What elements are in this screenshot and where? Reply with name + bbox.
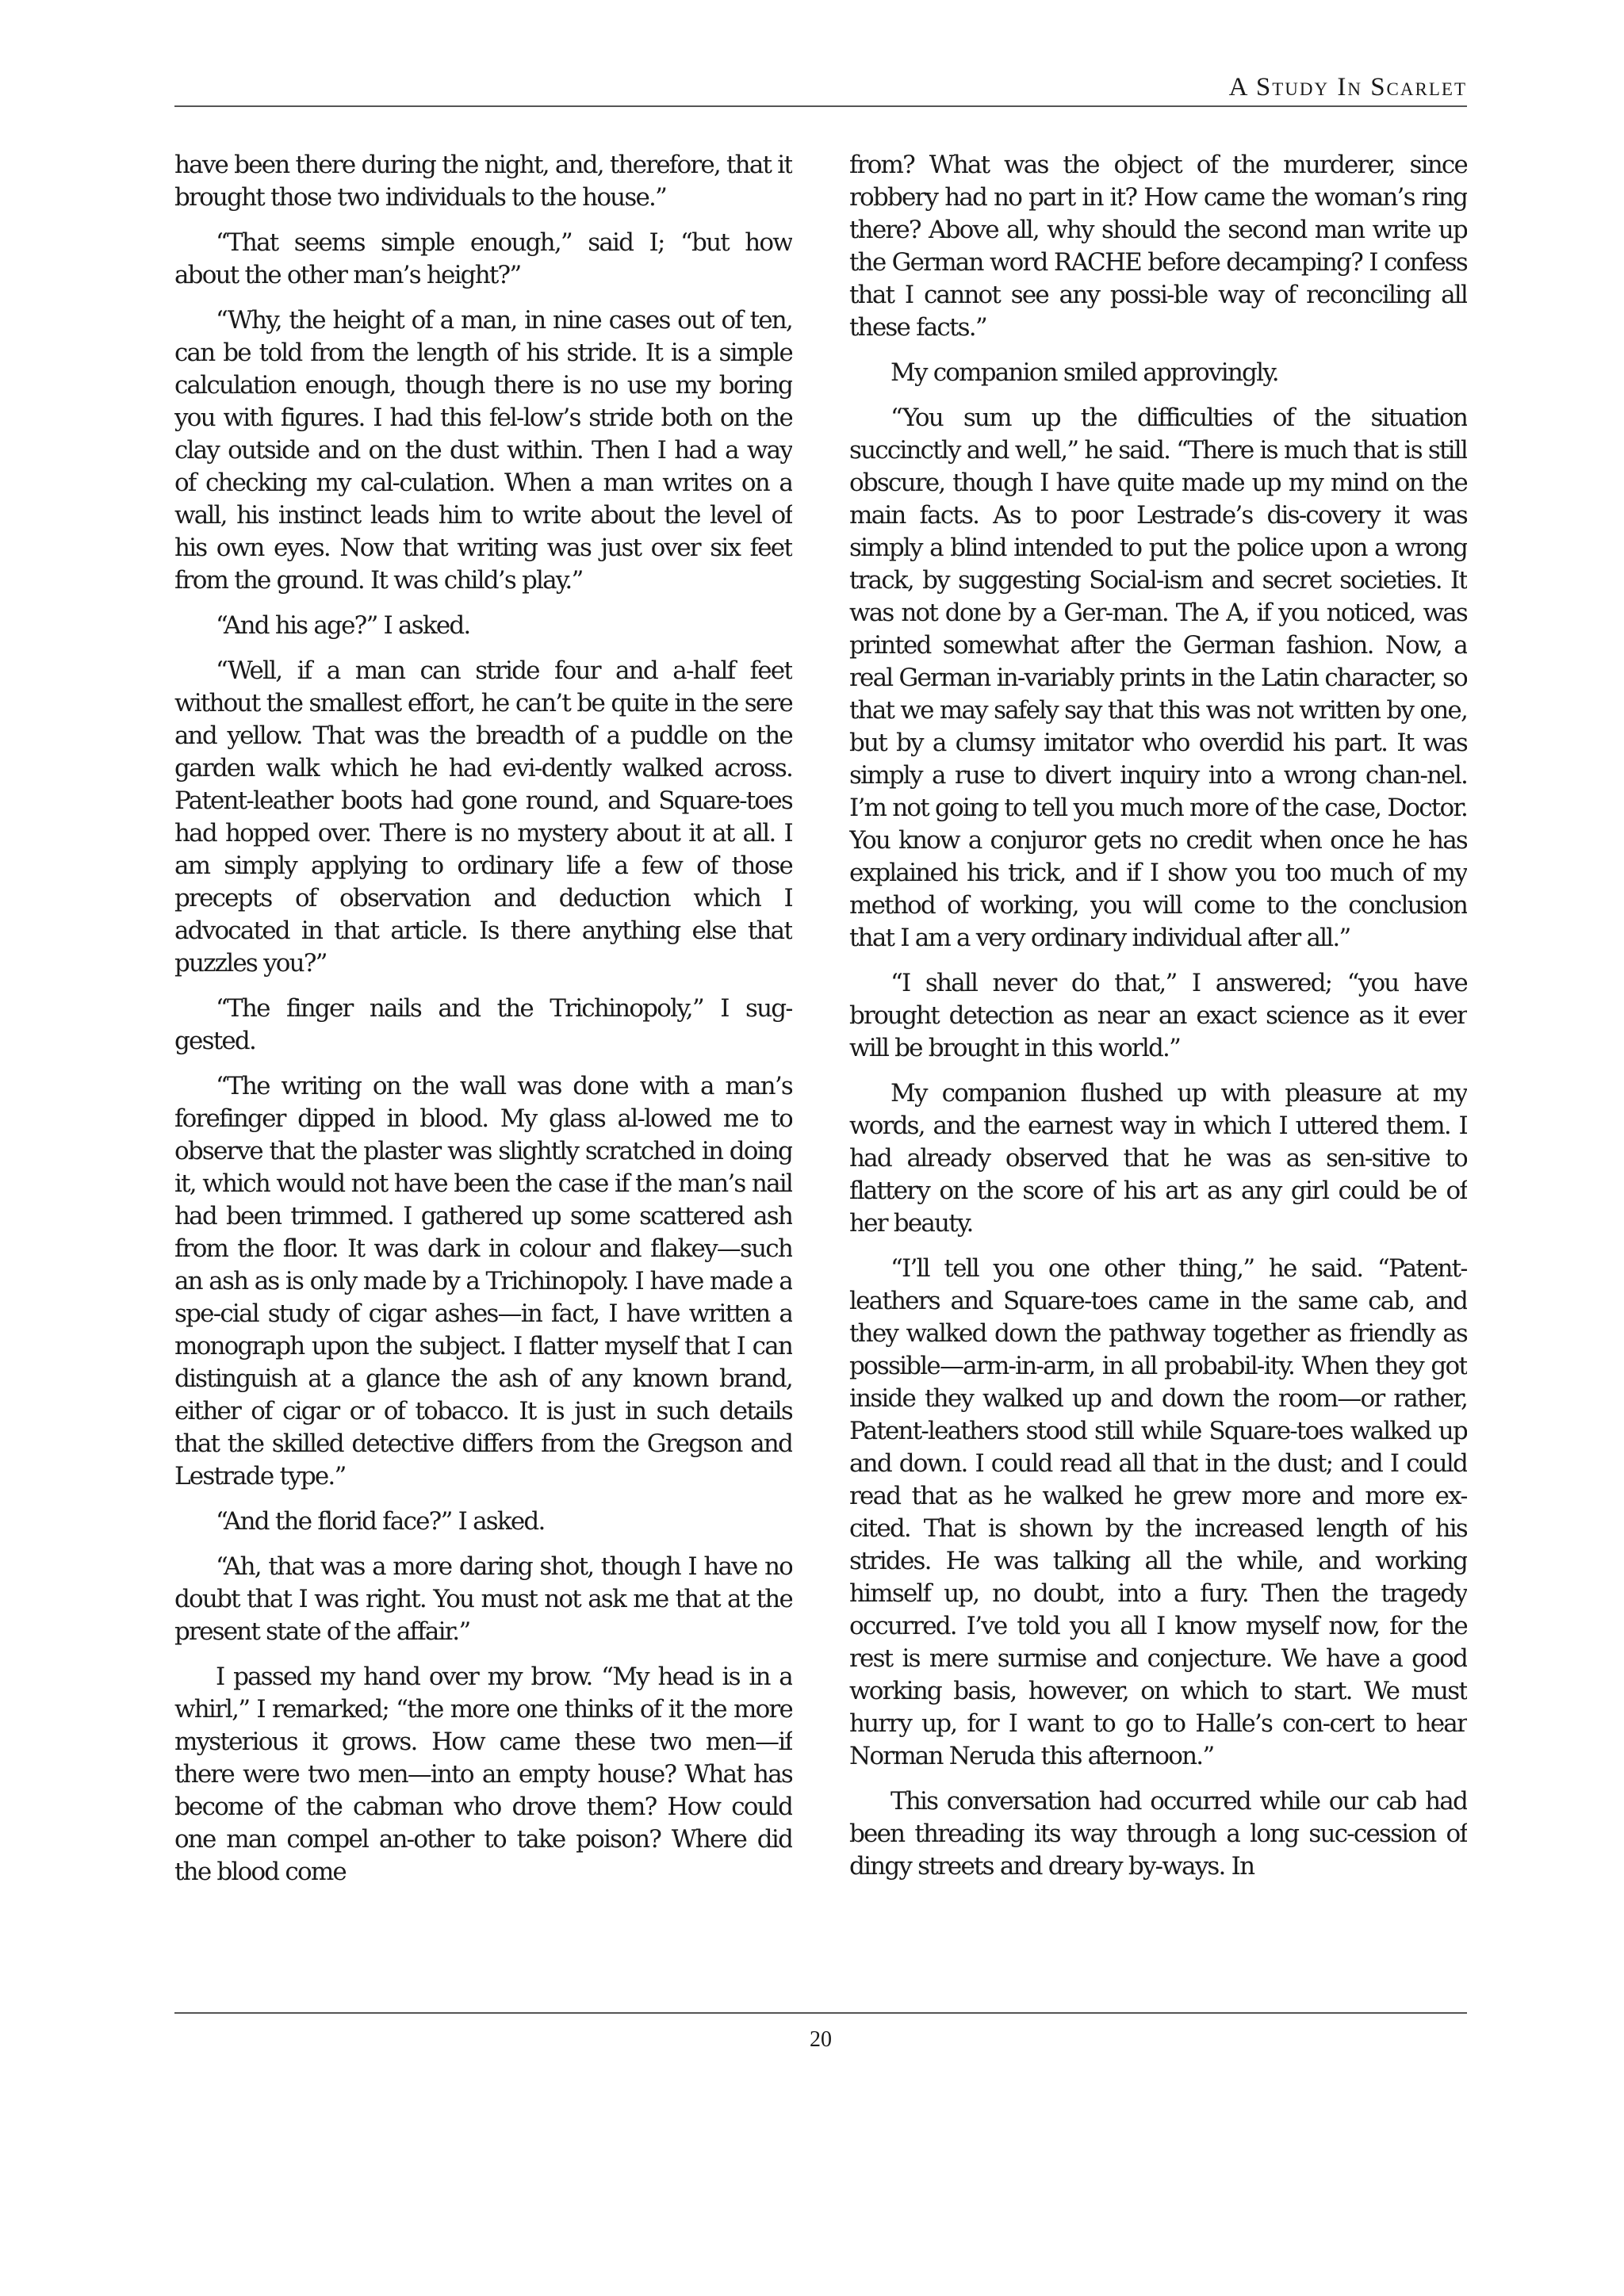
right-column: [849, 149, 1467, 1988]
paragraph: My companion flushed up with pleasure at my words, and the earnest way in which I uttered them. I had already observed that he was as sen-sitive to flattery on the score of his art as any girl could be of her beauty.: [849, 1079, 1467, 1238]
page-number: 20: [810, 2027, 832, 2052]
paragraph: “The writing on the wall was done with a man’s forefinger dipped in blood. My glass al-lowed me to observe that the plaster was slightly scratched in doing it, which would not have been the case if the man’s nail had been trimmed. I gathered up some scattered ash from the floor. It was dark in colour and flakey—such an ash as is only made by a Trichinopoly. I have made a spe-cial study of cigar ashes—in fact, I have written a monograph upon the subject. I flatter myself that I can distinguish at a glance the ash of any known brand, either of cigar or of tobacco. It is just in such details that the skilled detective differs from the Gregson and Lestrade type.”: [174, 1072, 792, 1490]
paragraph: “Why, the height of a man, in nine cases out of ten, can be told from the length of his stride. It is a simple calculation enough, though there is no use my boring you with figures. I had this fel-low’s stride both on the clay outside and on the dust within. Then I had a way of checking my cal-culation. When a man writes on a wall, his instinct leads him to write about the level of his own eyes. Now that writing was just over six feet from the ground. It was child’s play.”: [174, 306, 792, 595]
paragraph: “And his age?” I asked.: [216, 611, 470, 640]
header-rule: [174, 105, 1467, 107]
paragraph: “You sum up the difficulties of the situation succinctly and well,” he said. “There is much that is still obscure, though I have quite made up my mind on the main facts. As to poor Lestrade’s dis-covery it was simply a blind intended to put the police upon a wrong track, by suggesting Social-ism and secret societies. It was not done by a Ger-man. The A, if you noticed, was printed somewhat after the German fashion. Now, a real German in-variably prints in the Latin character, so that we may safely say that this was not written by one, but by a clumsy imitator who overdid his part. It was simply a ruse to divert inquiry into a wrong chan-nel. I’m not going to tell you much more of the case, Doctor. You know a conjuror gets no credit when once he has explained his trick, and if I show you too much of my method of working, you will come to the conclusion that I am a very ordinary individual after all.”: [849, 404, 1467, 952]
paragraph: “I shall never do that,” I answered; “you have brought detection as near an exact science as it ever will be brought in this world.”: [849, 969, 1467, 1062]
paragraph: “Ah, that was a more daring shot, though I have no doubt that I was right. You must not ask me that at the present state of the affair.”: [174, 1552, 792, 1646]
paragraph: from? What was the object of the murderer, since robbery had no part in it? How came the woman’s ring there? Above all, why should the second man write up the German word RACHE before decamping? I confess that I cannot see any possi-ble way of reconciling all these facts.”: [849, 151, 1467, 342]
paragraph: “Well, if a man can stride four and a-half feet without the smallest effort, he can’t be quite in the sere and yellow. That was the breadth of a puddle on the garden walk which he had evi-dently walked across. Patent-leather boots had gone round, and Square-toes had hopped over. There is no mystery about it at all. I am simply applying to ordinary life a few of those precepts of observation and deduction which I advocated in that article. Is there anything else that puzzles you?”: [174, 656, 792, 978]
paragraph: My companion smiled approvingly.: [891, 358, 1278, 387]
running-title: A Study In Scarlet: [1228, 73, 1467, 101]
paragraph: I passed my hand over my brow. “My head is in a whirl,” I remarked; “the more one thinks of it the more mysterious it grows. How came these two men—if there were two men—into an empty house? What has become of the cabman who drove them? How could one man compel an-other to take poison? Where did the blood come: [174, 1663, 792, 1886]
paragraph: “I’ll tell you one other thing,” he said. “Patent-leathers and Square-toes came in the same cab, and they walked down the pathway together as friendly as possible—arm-in-arm, in all probabil-ity. When they got inside they walked up and down the room—or rather, Patent-leathers stood still while Square-toes walked up and down. I could read all that in the dust; and I could read that as he walked he grew more and more ex-cited. That is shown by the increased length of his strides. He was talking all the while, and working himself up, no doubt, into a fury. Then the tragedy occurred. I’ve told you all I know myself now, for the rest is mere surmise and conjecture. We have a good working basis, however, on which to start. We must hurry up, for I want to go to Halle’s con-cert to hear Norman Neruda this afternoon.”: [849, 1254, 1467, 1770]
paragraph: This conversation had occurred while our cab had been threading its way through a long suc-cession of dingy streets and dreary by-ways. In: [849, 1787, 1467, 1881]
paragraph: “And the florid face?” I asked.: [216, 1507, 545, 1536]
paragraph: “The finger nails and the Trichinopoly,” I sug-gested.: [174, 994, 792, 1055]
left-column: [174, 149, 792, 1988]
paragraph: “That seems simple enough,” said I; “but how about the other man’s height?”: [174, 228, 792, 289]
footer-rule: [174, 2012, 1467, 2014]
paragraph: have been there during the night, and, therefore, that it brought those two individuals to the house.”: [174, 151, 792, 212]
